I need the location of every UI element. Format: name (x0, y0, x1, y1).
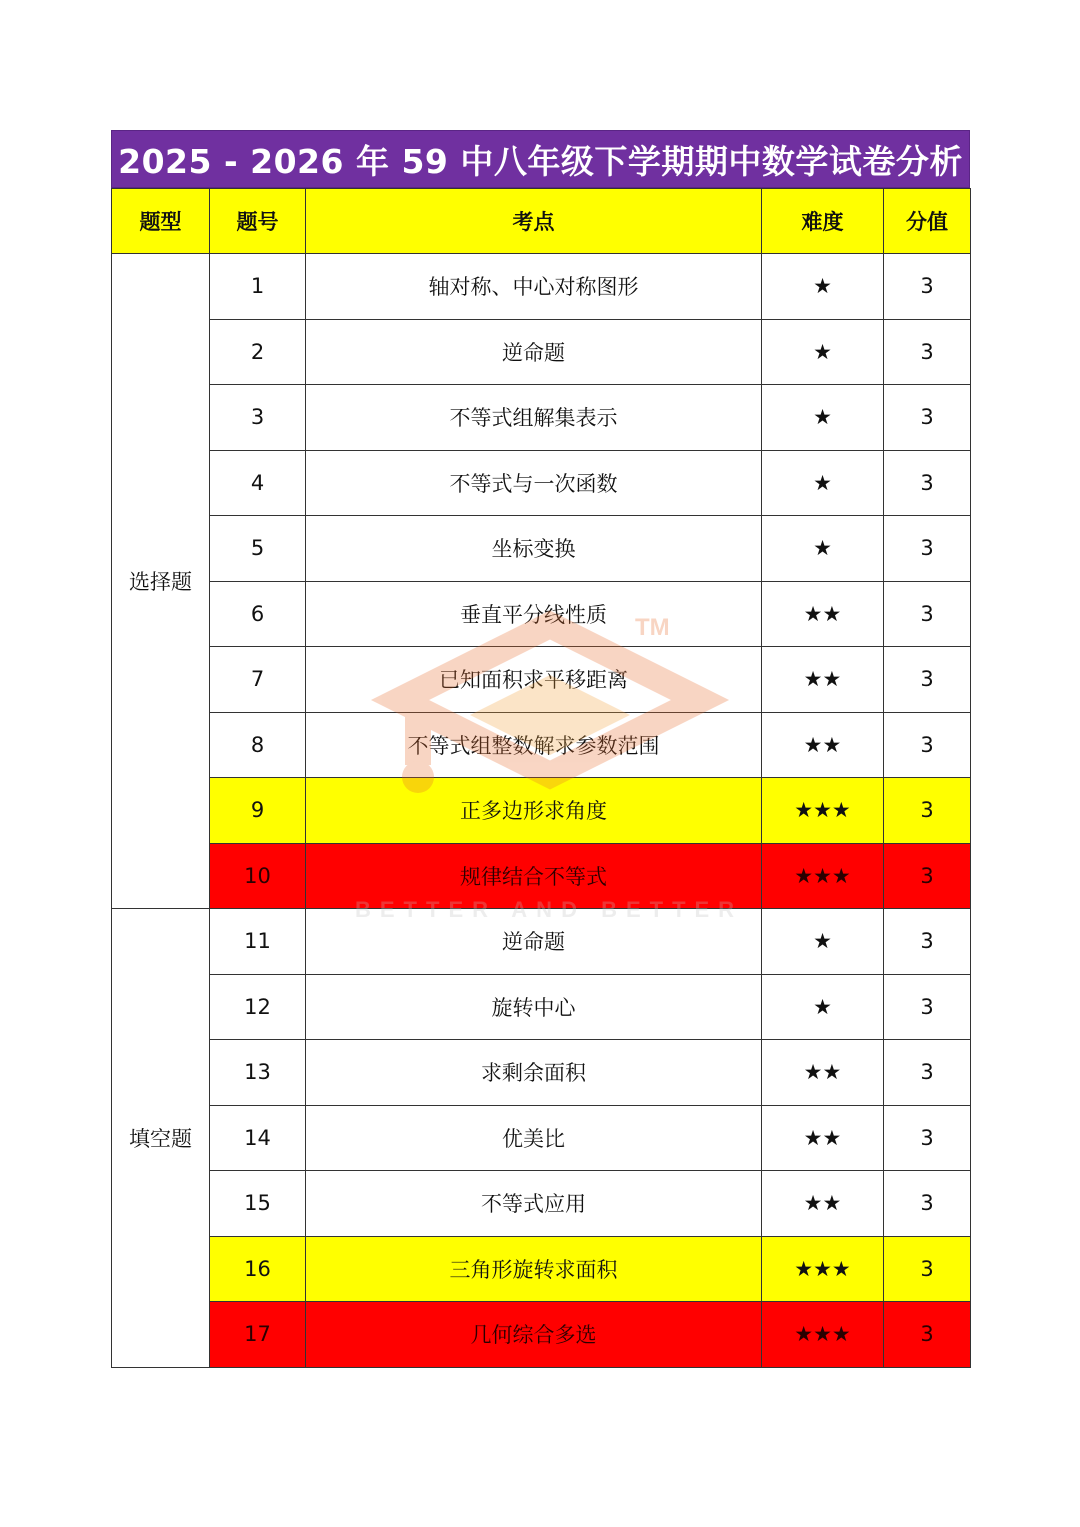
difficulty-cell: ★ (762, 909, 884, 975)
question-number-cell: 15 (210, 1171, 306, 1237)
difficulty-cell: ★ (762, 254, 884, 320)
sheet-title: 2025 - 2026 年 59 中八年级下学期期中数学试卷分析 (111, 130, 970, 188)
difficulty-cell: ★★ (762, 1171, 884, 1237)
table-row (112, 712, 971, 778)
topic-cell: 规律结合不等式 (306, 843, 762, 909)
table-row (112, 1236, 971, 1302)
topic-cell: 求剩余面积 (306, 1040, 762, 1106)
topic-cell: 已知面积求平移距离 (306, 647, 762, 713)
topic-cell: 不等式组整数解求参数范围 (306, 712, 762, 778)
topic-cell: 逆命题 (306, 319, 762, 385)
header-type: 题型 (112, 189, 210, 254)
score-cell: 3 (884, 778, 971, 844)
score-cell: 3 (884, 843, 971, 909)
difficulty-cell: ★★★ (762, 843, 884, 909)
table-row (112, 647, 971, 713)
header-row (112, 189, 971, 254)
difficulty-cell: ★★ (762, 647, 884, 713)
question-type-cell: 填空题 (112, 909, 210, 1368)
score-cell: 3 (884, 974, 971, 1040)
question-number-cell: 9 (210, 778, 306, 844)
score-cell: 3 (884, 909, 971, 975)
table-row (112, 254, 971, 320)
topic-cell: 坐标变换 (306, 516, 762, 582)
question-number-cell: 3 (210, 385, 306, 451)
question-number-cell: 6 (210, 581, 306, 647)
question-number-cell: 12 (210, 974, 306, 1040)
question-number-cell: 7 (210, 647, 306, 713)
analysis-sheet (111, 130, 970, 1368)
topic-cell: 轴对称、中心对称图形 (306, 254, 762, 320)
table-row (112, 385, 971, 451)
difficulty-cell: ★ (762, 319, 884, 385)
topic-cell: 垂直平分线性质 (306, 581, 762, 647)
score-cell: 3 (884, 254, 971, 320)
difficulty-cell: ★★ (762, 1040, 884, 1106)
score-cell: 3 (884, 319, 971, 385)
topic-cell: 正多边形求角度 (306, 778, 762, 844)
score-cell: 3 (884, 712, 971, 778)
header-number: 题号 (210, 189, 306, 254)
table-row (112, 450, 971, 516)
score-cell: 3 (884, 647, 971, 713)
difficulty-cell: ★ (762, 516, 884, 582)
topic-cell: 逆命题 (306, 909, 762, 975)
question-number-cell: 10 (210, 843, 306, 909)
question-number-cell: 11 (210, 909, 306, 975)
difficulty-cell: ★★ (762, 712, 884, 778)
score-cell: 3 (884, 516, 971, 582)
topic-cell: 几何综合多选 (306, 1302, 762, 1368)
table-row (112, 778, 971, 844)
table-row (112, 974, 971, 1040)
header-difficulty: 难度 (762, 189, 884, 254)
score-cell: 3 (884, 581, 971, 647)
question-number-cell: 1 (210, 254, 306, 320)
header-score: 分值 (884, 189, 971, 254)
table-row (112, 843, 971, 909)
difficulty-cell: ★ (762, 974, 884, 1040)
difficulty-cell: ★★ (762, 581, 884, 647)
topic-cell: 不等式应用 (306, 1171, 762, 1237)
topic-cell: 不等式与一次函数 (306, 450, 762, 516)
table-row (112, 516, 971, 582)
table-row (112, 581, 971, 647)
topic-cell: 优美比 (306, 1105, 762, 1171)
question-number-cell: 14 (210, 1105, 306, 1171)
watermark-tm: TM (635, 614, 670, 641)
question-number-cell: 4 (210, 450, 306, 516)
score-cell: 3 (884, 1040, 971, 1106)
table-row (112, 1171, 971, 1237)
table-row (112, 1105, 971, 1171)
score-cell: 3 (884, 385, 971, 451)
question-type-cell: 选择题 (112, 254, 210, 909)
score-cell: 3 (884, 450, 971, 516)
difficulty-cell: ★★ (762, 1105, 884, 1171)
question-number-cell: 13 (210, 1040, 306, 1106)
difficulty-cell: ★★★ (762, 778, 884, 844)
table-row (112, 1302, 971, 1368)
table-row (112, 1040, 971, 1106)
table-row (112, 909, 971, 975)
score-cell: 3 (884, 1105, 971, 1171)
question-number-cell: 5 (210, 516, 306, 582)
topic-cell: 三角形旋转求面积 (306, 1236, 762, 1302)
question-number-cell: 8 (210, 712, 306, 778)
question-number-cell: 16 (210, 1236, 306, 1302)
difficulty-cell: ★ (762, 450, 884, 516)
question-number-cell: 2 (210, 319, 306, 385)
difficulty-cell: ★★★ (762, 1236, 884, 1302)
difficulty-cell: ★★★ (762, 1302, 884, 1368)
header-topic: 考点 (306, 189, 762, 254)
score-cell: 3 (884, 1302, 971, 1368)
difficulty-cell: ★ (762, 385, 884, 451)
topic-cell: 不等式组解集表示 (306, 385, 762, 451)
analysis-table (111, 188, 971, 1368)
topic-cell: 旋转中心 (306, 974, 762, 1040)
table-row (112, 319, 971, 385)
score-cell: 3 (884, 1236, 971, 1302)
watermark-slogan: BETTER AND BETTER (355, 897, 744, 922)
score-cell: 3 (884, 1171, 971, 1237)
question-number-cell: 17 (210, 1302, 306, 1368)
